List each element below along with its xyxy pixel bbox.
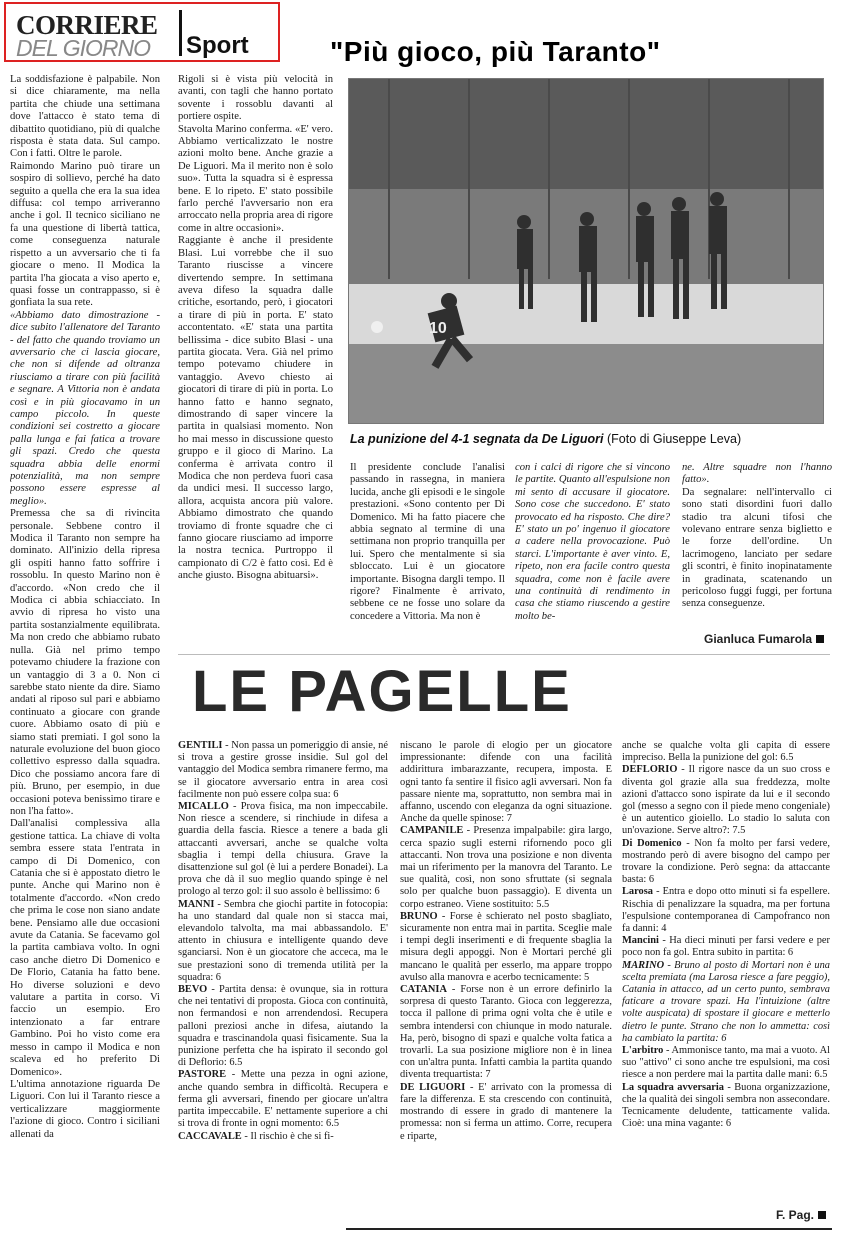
rating-entry [622, 886, 830, 935]
end-mark-icon [818, 1211, 826, 1219]
player-name: Larosa [622, 886, 653, 898]
rating-entry [400, 911, 612, 984]
author-signature [704, 632, 824, 646]
rating-entry [178, 740, 388, 801]
rating-entry [400, 1082, 612, 1143]
rating-text: niscano le parole di elogio per un giocatore impressionante: difende con una facilità addirittura imbarazzante, recupera, imposta. E ogni tanto fa sentire il fisico agli avversari. Non fa passare niente ma, soprattutto, non sembra mai in affanno, uscendo con eleganza da ogni situazione. Anche da quelle spinose: 7 [400, 740, 612, 825]
rating-entry [178, 899, 388, 984]
rating-text: - Forse è schierato nel posto sbagliato, sicuramente non entra mai in partita. Sceglie male i tempi degli inserimenti e di frequente sbaglia la misura degli appoggi. Non è Mortari perché gli mancano le qualità per esserlo, ma appare troppo avulso alla manovra e acerbo tecnicamente: 5 [400, 910, 612, 983]
rating-text: - E' arrivato con la promessa di fare la differenza. E sta crescendo con continuità, mostrando di essere in grado di mantenere la promessa: non si ferma un attimo. Corre, recupera e riparte, [400, 1081, 612, 1142]
player-name: MICALLO [178, 801, 229, 813]
rating-text: - Buona organizzazione, che la qualità dei singoli sembra non assecondare. Tecnicamente deludente, tatticamente valida. Cioè: una mina vagante: 6 [622, 1081, 830, 1130]
rating-text: - Bruno al posto di Mortari non è una scelta premiata (ma Larosa riesce a fare peggio), Catania in attacco, ad un certo punto, sembrava faticare a trovare spazi. Ha l'intuizione (altre volte auspicata) di spostare il giocare e metterlo dietro le punte. Strano che non lo ammetta: così ha cambiato la partita: 6 [622, 959, 830, 1044]
paragraph: ne. Altre squadre non l'hanno fatto». [682, 462, 832, 486]
caption-text: La punizione del 4-1 segnata da De Liguori [350, 432, 604, 446]
caption-credit: (Foto di Giuseppe Leva) [607, 432, 742, 446]
rating-entry [622, 1045, 830, 1082]
rating-text: - Sembra che giochi partite in fotocopia: ha uno standard dal quale non si stacca mai, elevandolo talvolta, ma mai abbassandolo. E' attento in chiusura e intelligente quando deve sganciarsi. Non è un giocatore che acceca, ma le sue prestazioni sono di tremenda utilità per la squadra: 6 [178, 898, 388, 983]
paragraph: La soddisfazione è palpabile. Non si dice chiaramente, ma nella partita che chiude una settimana dove l'attacco è stato tema di dibattito quotidiano, più di qualche risposta è stata data. Sul campo. Con i fatti. Oltre le parole. [10, 74, 160, 160]
rating-text: - Non fa molto per farsi vedere, mostrando però di avere bisogno del campo per trovare la condizione. Però segna: da attaccante basta: 6 [622, 837, 830, 886]
player-name: MANNI [178, 898, 215, 910]
masthead-logo [4, 2, 280, 62]
rating-text: anche se qualche volta gli capita di essere impreciso. Bella la punizione del gol: 6.5 [622, 740, 830, 764]
player-name: GENTILI [178, 740, 223, 751]
ball-icon [371, 321, 383, 333]
end-mark-icon [816, 635, 824, 643]
masthead-divider [179, 10, 182, 56]
player-name: L'arbitro [622, 1045, 664, 1057]
player-name: La squadra avversaria [622, 1081, 724, 1093]
rating-entry [400, 984, 612, 1082]
rating-entry [622, 764, 830, 837]
author-name: Gianluca Fumarola [704, 632, 813, 646]
masthead-title: CORRIERE [16, 10, 158, 40]
rating-text: - Presenza impalpabile: gira largo, cerca spazio sugli esterni rifornendo poco gli attaccanti. Non trova una posizione e non diventa mai un riferimento per la manovra del Taranto. Le sue qualità, così, non sono sfruttate (si segnala solo per qualche buon passaggio). E diventa un corpo estraneo. Viene sostituito: 5.5 [400, 825, 612, 910]
paragraph: Il presidente conclude l'analisi passando in rassegna, in maniera lucida, anche gli episodi e le singole prestazioni. «Sono contento per Di Domenico. Mi ha fatto piacere che abbia segnato al termine di una settimana non proprio tranquilla per lui. Spero che mentalmente si sia sbloccato. Lui è un giocatore importante. Bisogna dargli tempo. Il rigore? Finalmente è arrivato, sebbene ce ne fosse uno solare da concedere a Vittoria. Ma non è [350, 462, 505, 622]
player-name: CATANIA [400, 984, 447, 996]
rating-text: - Prova fisica, ma non impeccabile. Non riesce a scendere, si rinchiude in difesa a guardia della fascia. Riesce a tenere a bada gli attaccanti avversari, anche se qualche volta sbaglia i tempi della chiusura. Grave la disattenzione sul gol (è lui a perdere Bonadei). La prova che dà il suo meglio quando spinge è nel prologo al terzo gol: il suo assolo è bellissimo: 6 [178, 801, 388, 898]
article-column-4 [515, 462, 670, 648]
article-column-3 [350, 462, 505, 648]
bottom-rule [346, 1228, 832, 1230]
rating-text: - Forse non è un errore definirlo la sorpresa di questo Taranto. Gioca con leggerezza, tocca il pallone di prima ogni volta che è utile e sembra intendersi con chiunque in modo naturale. Ha, però, bisogno di spazi e qualche volta fatica a trovarli. La sua posizione migliore non è in linea con un'altra punta. Infatti cambia la partita quando diventa trequartista: 7 [400, 984, 612, 1081]
player-name: Mancini [622, 935, 659, 947]
rating-entry [622, 838, 830, 887]
rating-text: - Il rischio è che si fi- [241, 1130, 334, 1142]
player-name: CAMPANILE [400, 825, 464, 837]
paragraph: Raimondo Marino può tirare un sospiro di sollievo, perché ha dato seguito a quella che era la sua idea diffusa: col tempo arriveranno anche i gol. Il tecnico siciliano ne fa una questione di libertà tattica, come conseguenza naturale rispetto a un avversario che ti fa giocare o meno. Il Modica la partita l'ha giocata a viso aperto e, quasi fosse un contrappasso, si è gonfiata la sua rete. [10, 160, 160, 309]
article-column-5 [682, 462, 832, 632]
player-name: CACCAVALE [178, 1130, 242, 1142]
rating-entry [622, 935, 830, 959]
rating-entry [178, 1131, 388, 1143]
pagelle-title: LE PAGELLE [192, 659, 572, 724]
article-column-2 [178, 74, 333, 650]
match-photo-illustration [349, 79, 824, 424]
pagelle-banner [178, 654, 830, 726]
ratings-author: F. Pag. [776, 1208, 815, 1222]
rating-entry [622, 740, 830, 764]
paragraph: Dall'analisi complessiva alla gestione tattica. La chiave di volta sembra essere stata l'entrata in campo di Di Domenico, con Catania che si è appostato dietro le punte. Anche qui Marino non è totalmente d'accordo. «Non credo che prima le cose non siano andate bene. Pensiamo alle due occasioni avute da Catania. Se facevamo gol la partita cambiava volto. In ogni caso anche dietro Di Domenico e De Florio, Catania ha fatto bene. Ho diverse soluzioni e devo valutare a partita in corso. Vi faccio un esempio. Ero intenzionato a far entrare Gambino. Poi ho visto come era messo in campo il Modica e non scaleva ed ho preferito Di Domenico». [10, 818, 160, 1078]
paragraph: «Abbiamo dato dimostrazione - dice subito l'allenatore del Taranto - del fatto che quando troviamo un avversario che ci lascia giocare, che non si difende ad oltranza riusciamo a tirare con più facilità e segnare. A Vittoria non è andata così e in più giocavamo in un campo piccolo. In queste condizioni sei costretto a giocare palla lunga e fai fatica a trovare gli spazi. Credo che questa squadra abbia delle enormi potenzialità, ma non sempre possono essere espresse al meglio». [10, 309, 160, 507]
ratings-signature [776, 1208, 826, 1222]
rating-text: - Partita densa: è ovunque, sia in rottura che nei tentativi di proposta. Gioca con continuità, non fermandosi e non arrendendosi. Recupera palloni preziosi anche in difesa, aiutando la squadra e trascinandola quasi fisicamente. Sua la punizione perfetta che ha ispirato il secondo gol di Deflorio: 6.5 [178, 984, 388, 1069]
paragraph: L'ultima annotazione riguarda De Liguori. Con lui il Taranto riesce a verticalizzare maggiormente l'azione di gioco. Contro i siciliani allenati da [10, 1078, 160, 1140]
ratings-column-2 [400, 740, 612, 1230]
rating-text: - Mette una pezza in ogni azione, anche quando sembra in difficoltà. Recupera e ferma gli avversari, finendo per giocare un'altra partita impeccabile. E' nettamente superiore a chi si trova di fronte in ogni momento: 6.5 [178, 1069, 388, 1130]
paragraph: Stavolta Marino conferma. «E' vero. Abbiamo verticalizzato le nostre azioni molto bene. Anche grazie a De Liguori. Ma il merito non è solo suo». Tutta la squadra si è espressa bene. E lo ripeto. E' stato possibile farlo perché l'avversario non era arroccato nella propria area di rigore come in altre occasioni». [178, 123, 333, 234]
player-name: BRUNO [400, 910, 438, 922]
paragraph: Premessa che sa di rivincita personale. Sebbene contro il Modica il Taranto non sempre ha dominato. All'inizio della ripresa gli ospiti hanno fatto soffrire i rossoblu. In questo Marino non è d'accordo. «Non credo che il Modica ci abbia schiacciato. In avvio di ripresa ho visto una partita sostanzialmente equilibrata. Ma non credo che abbiamo rubato nulla. Già nel primo tempo potevamo chiudere la frazione con un vantaggio di 3 a 0. Non ci sarebbe stato niente da dire. Siamo andati al riposo sul pari e abbiamo continuato a giocare con grande cuore. Abbiamo osato di più e siamo stati premiati. I gol sono la naturale evoluzione del buon gioco collettivo espresso dalla squadra. Dico che possiamo ancora fare di più. Bruno, per esempio, in due occasioni poteva benissimo tirare e non l'ha fatto». [10, 508, 160, 817]
headline: "Più gioco, più Taranto" [330, 36, 661, 67]
rating-text: - Entra e dopo otto minuti si fa espellere. Rischia di penalizzare la squadra, ma per fortuna l'espulsione contemporanea di Campofranco non fa danni: 4 [622, 886, 830, 935]
rating-text: - Ha dieci minuti per farsi vedere e per poco non fa gol. Entra subito in partita: 6 [622, 935, 830, 959]
paragraph: Da segnalare: nell'intervallo ci sono stati disordini fuori dallo stadio tra alcuni tifosi che volevano entrare senza biglietto e le forze dell'ordine. Un lacrimogeno, lanciato per sedare gli scontri, è finito inopinatamente in gradinata, scatenando un pericoloso fuggi fuggi, per fortuna senza conseguenze. [682, 486, 832, 610]
rating-text: - Il rigore nasce da un suo cross e diventa gol grazie alla sua freddezza, molte azioni d'attacco sono ispirate da lui e il secondo gol (messo a segno con il piede meno congeniale) è un autentico gioiello. Lo stadio lo saluta con un'ovazione. Serve altro?: 7.5 [622, 764, 830, 837]
player-name: DEFLORIO [622, 764, 678, 776]
section-label: Sport [186, 32, 249, 59]
rating-entry [178, 801, 388, 899]
photo-caption [350, 432, 830, 446]
ratings-column-1 [178, 740, 388, 1230]
rating-entry [400, 825, 612, 910]
rating-entry [622, 960, 830, 1045]
rating-entry [622, 1082, 830, 1131]
rating-text: - Non passa un pomeriggio di ansie, né si trova a gestire grosse insidie. Sul gol del vantaggio del Modica sembra rimanere fermo, ma se il giocatore avversario entra in area così facilmente non può essere colpa sua: 6 [178, 740, 388, 800]
masthead-subtitle: DEL GIORNO [16, 35, 150, 61]
paragraph: Rigoli si è vista più velocità in avanti, con tagli che hanno portato sovente i rossoblu davanti al portiere ospite. [178, 74, 333, 123]
player-name: Di Domenico [622, 837, 682, 849]
player-name: PASTORE [178, 1069, 227, 1081]
rating-text: - Ammonisce tanto, ma mai a vuoto. Al suo "attivo" ci sono anche tre espulsioni, ma così riesce a non perdere mai la partita dalle mani: 6.5 [622, 1045, 830, 1081]
rating-entry [178, 984, 388, 1069]
article-column-1 [10, 74, 160, 1224]
rating-entry [178, 1069, 388, 1130]
player-number: 10 [429, 320, 447, 337]
match-photo [348, 78, 824, 424]
player-name: MARINO [622, 959, 665, 971]
ratings-column-3 [622, 740, 830, 1210]
paragraph: con i calci di rigore che si vincono le partite. Quanto all'espulsione non mi sento di accusare il giocatore. Sono cose che succedono. E' stato provocato ed ha risposto. Che dire? E' stato un po' ingenuo il giocatore a cadere nella provocazione. Può starci. L'importante è aver vinto. E, ripeto, non era facile contro questa squadra, come non è facile avere una continuità di rendimento in casa che stiamo riuscendo a gestire molto be- [515, 462, 670, 622]
player-name: BEVO [178, 984, 208, 996]
player-name: DE LIGUORI [400, 1081, 466, 1093]
rating-entry [400, 740, 612, 825]
paragraph: Raggiante è anche il presidente Blasi. Lui vorrebbe che il suo Taranto riuscisse a vincere divertendo sempre. In settimana aveva difeso la squadra dalle critiche, esortando, però, i giocatori a tirare di più in porta. E' stato accontentato. «E' stata una partita bellissima - dice subito Blasi - una partita giocata. Vera. Già nel primo tempo potevamo chiudere in vantaggio. Avevo chiesto ai giocatori di tirare di più in porta. Lo hanno fatto e hanno segnato, dimostrando di saper vincere la partita in qualsiasi momento. Non ho mai messo in discussione questo gruppo e il gioco di Marino. La conferma è arrivata contro il Modica che non perdeva fuori casa da undici mesi. Il successo largo, allora, acquista ancora più valore. Abbiamo dimostrato che quando troviamo di fronte squadre che ci fanno giocare riusciamo ad imporre la nostra tecnica. Purtroppo il campionato di C/2 è fatto così. Ed è anche giusto. Bisogna abituarsi». [178, 235, 333, 582]
